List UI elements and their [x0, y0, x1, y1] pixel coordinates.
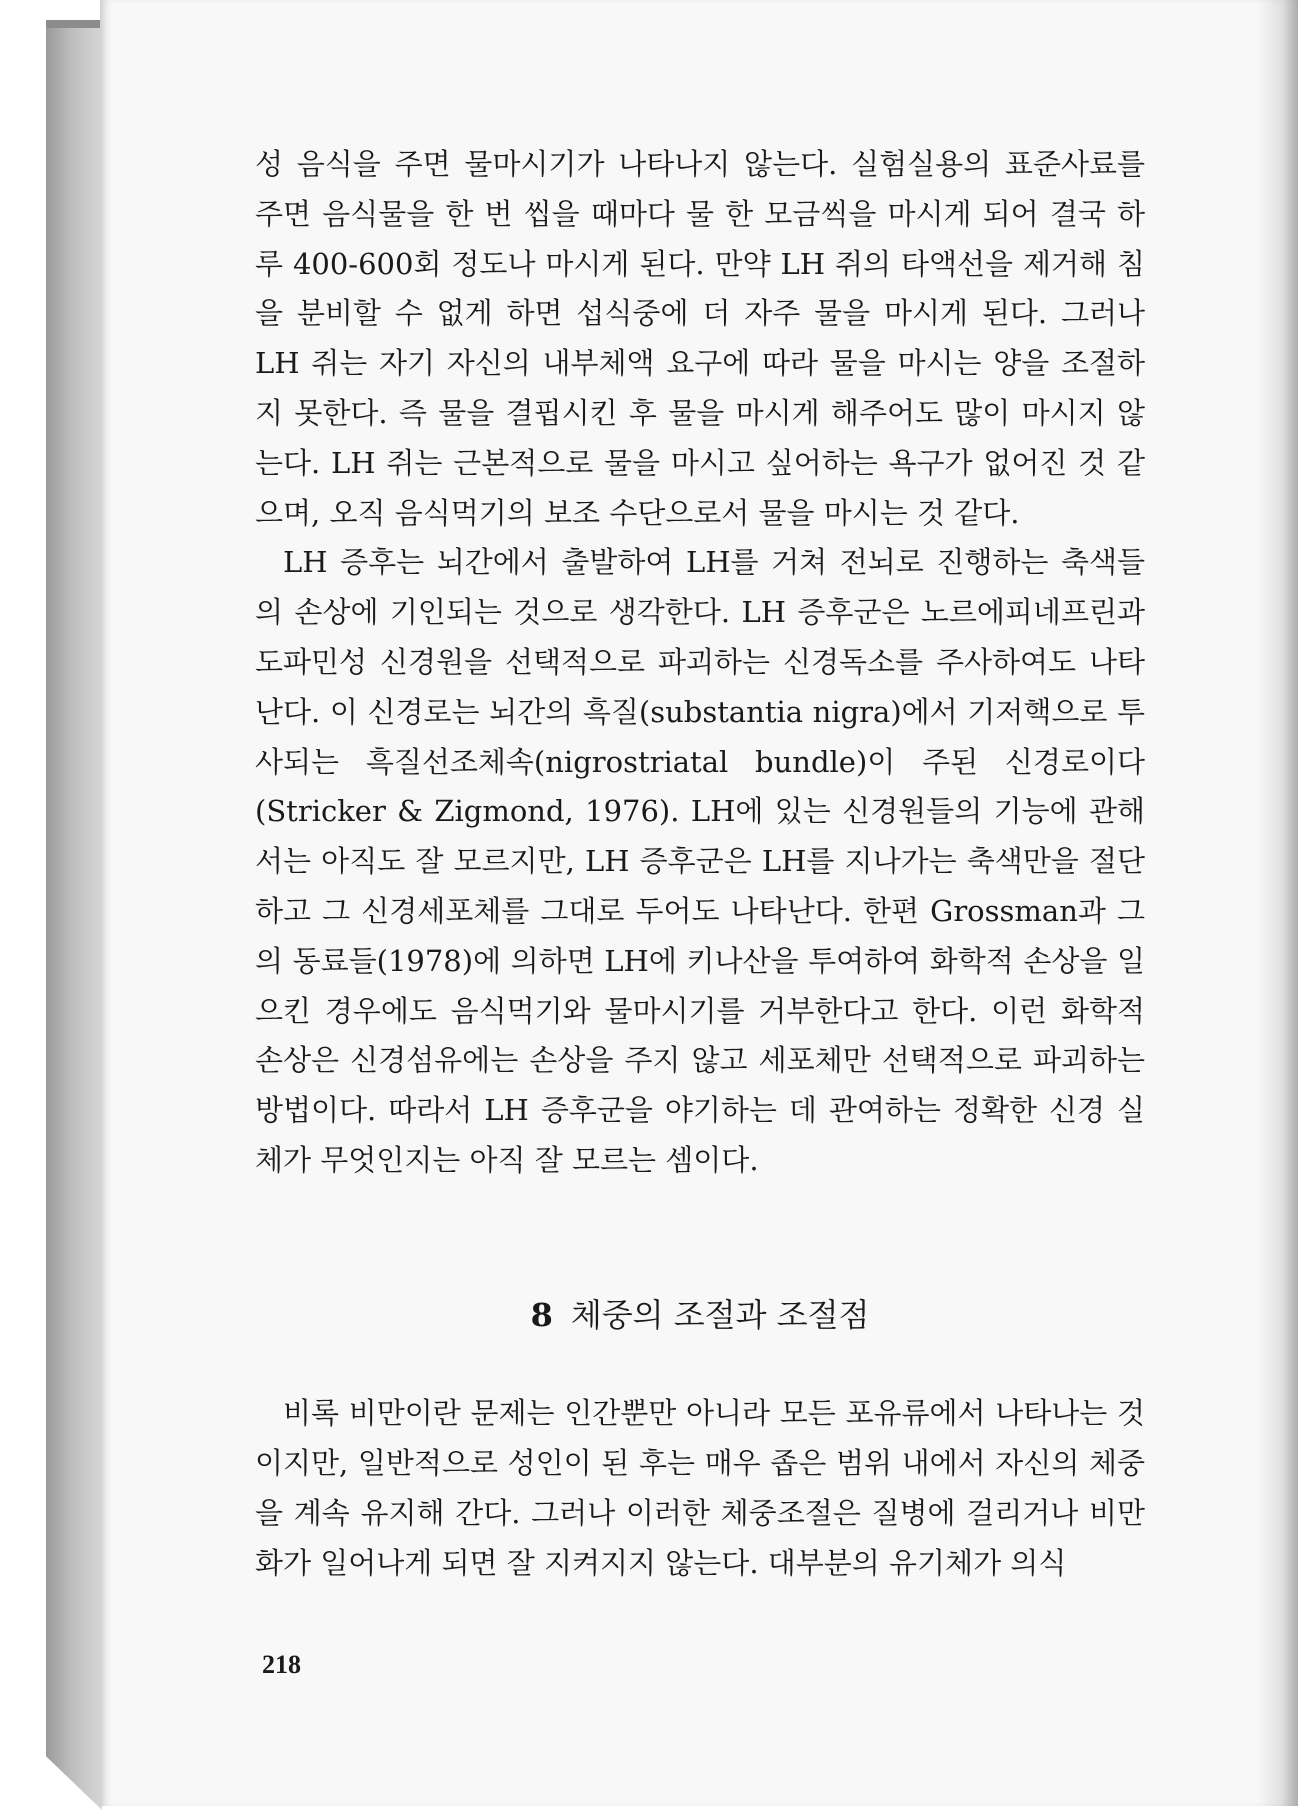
paragraph-2: LH 증후는 뇌간에서 출발하여 LH를 거쳐 전뇌로 진행하는 축색들의 손상에 기인되는 것으로 생각한다. LH 증후군은 노르에피네프린과 도파민성 신경원을 선택적으로 파괴하는 신경독소를 주사하여도 나타난다. 이 신경로는 뇌간의 흑질(substantia nigra)에서 기저핵으로 투사되는 흑질선조체속(nigrostriatal bundle)이 주된 신경로이다(Stricker & Zigmond, 1976). LH에 있는 신경원들의 기능에 관해서는 아직도 잘 모르지만, LH 증후군은 LH를 지나가는 축색만을 절단하고 그 신경세포체를 그대로 두어도 나타난다. 한편 Grossman과 그의 동료들(1978)에 의하면 LH에 키나산을 투여하여 화학적 손상을 일으킨 경우에도 음식먹기와 물마시기를 거부한다고 한다. 이런 화학적 손상은 신경섬유에는 손상을 주지 않고 세포체만 선택적으로 파괴하는 방법이다. 따라서 LH 증후군을 야기하는 데 관여하는 정확한 신경 실체가 무엇인지는 아직 잘 모르는 셈이다. [255, 545, 1145, 1177]
book-spine-side [46, 20, 102, 1810]
book-top-edge [46, 20, 102, 28]
section-number: 8 [530, 1296, 553, 1334]
page-shadow [1258, 0, 1298, 1806]
page-number: 218 [262, 1650, 301, 1679]
section-heading [255, 1290, 1145, 1336]
section-title: 체중의 조절과 조절점 [570, 1296, 870, 1334]
page-body-upper [255, 140, 1145, 1186]
page-body-lower [255, 1388, 1145, 1588]
paragraph-3: 비록 비만이란 문제는 인간뿐만 아니라 모든 포유류에서 나타나는 것이지만, 일반적으로 성인이 된 후는 매우 좁은 범위 내에서 자신의 체중을 계속 유지해 간다. 그러나 이러한 체중조절은 질병에 걸리거나 비만화가 일어나게 되면 잘 지켜지지 않는다. 대부분의 유기체가 의식 [255, 1396, 1145, 1580]
paragraph-1: 성 음식을 주면 물마시기가 나타나지 않는다. 실험실용의 표준사료를 주면 음식물을 한 번 씹을 때마다 물 한 모금씩을 마시게 되어 결국 하루 400-600회 정도나 마시게 된다. 만약 LH 쥐의 타액선을 제거해 침을 분비할 수 없게 하면 섭식중에 더 자주 물을 마시게 된다. 그러나 LH 쥐는 자기 자신의 내부체액 요구에 따라 물을 마시는 양을 조절하지 못한다. 즉 물을 결핍시킨 후 물을 마시게 해주어도 많이 마시지 않는다. LH 쥐는 근본적으로 물을 마시고 싶어하는 욕구가 없어진 것 같으며, 오직 음식먹기의 보조 수단으로서 물을 마시는 것 같다. [255, 147, 1145, 530]
